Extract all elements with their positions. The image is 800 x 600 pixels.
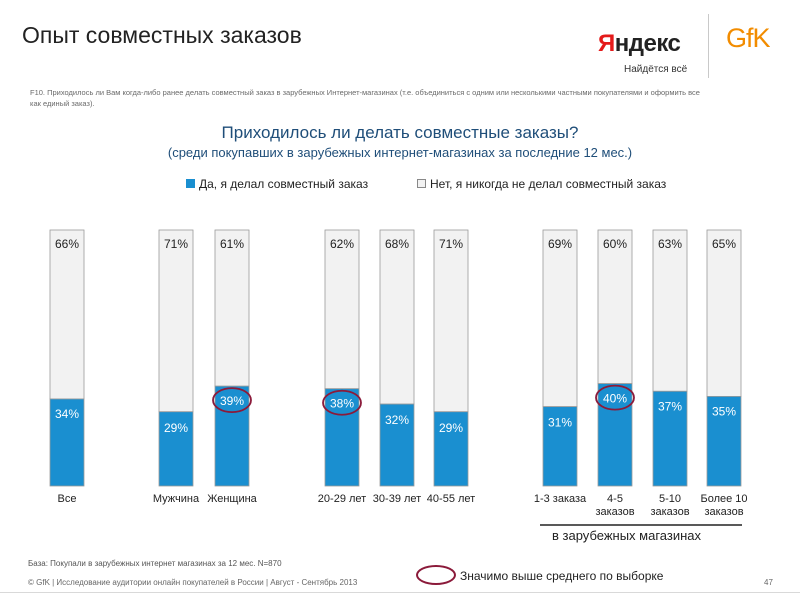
- data-label-no: 61%: [219, 237, 245, 251]
- bar-no: [50, 230, 84, 399]
- bar-no: [598, 230, 632, 384]
- significance-legend-text: Значимо выше среднего по выборке: [460, 569, 664, 583]
- data-label-no: 65%: [711, 237, 737, 251]
- data-label-yes: 35%: [711, 404, 737, 419]
- category-label: 30-39 лет: [372, 493, 422, 505]
- bar-no: [707, 230, 741, 396]
- question-note: F10. Приходилось ли Вам когда-либо ранее делать совместный заказ в зарубежных Интернет-магазинах (т.е. объединиться с одним или несколькими частными покупателями и оформить все как единый заказ).: [30, 88, 700, 108]
- footer-text: © GfK | Исследование аудитории онлайн покупателей в России | Август - Сентябрь 2013: [28, 578, 358, 587]
- data-label-yes: 32%: [384, 413, 410, 428]
- svg-text:GfK: GfK: [726, 23, 770, 53]
- data-label-yes: 31%: [547, 415, 573, 430]
- data-label-no: 62%: [329, 237, 355, 251]
- category-label: заказов: [650, 506, 690, 518]
- category-label: Все: [57, 493, 77, 505]
- data-label-no: 69%: [547, 237, 573, 251]
- data-label-yes: 37%: [657, 399, 683, 414]
- data-label-no: 60%: [602, 237, 628, 251]
- category-label: 4-5: [607, 493, 623, 505]
- page-number: 47: [764, 578, 773, 587]
- category-label: заказов: [595, 506, 635, 518]
- bar-no: [380, 230, 414, 404]
- data-label-yes: 40%: [602, 391, 628, 406]
- category-label: 20-29 лет: [317, 493, 367, 505]
- footer-divider: [0, 592, 800, 593]
- category-label: 1-3 заказа: [533, 493, 587, 505]
- data-label-yes: 38%: [329, 396, 355, 411]
- bar-no: [434, 230, 468, 412]
- base-note: База: Покупали в зарубежных интернет магазинах за 12 мес. N=870: [28, 559, 282, 568]
- data-label-yes: 34%: [54, 406, 80, 421]
- data-label-yes: 29%: [438, 420, 464, 435]
- group-caption: в зарубежных магазинах: [552, 528, 701, 543]
- category-label: заказов: [704, 506, 744, 518]
- bar-no: [543, 230, 577, 407]
- data-label-no: 71%: [438, 237, 464, 251]
- bar-no: [159, 230, 193, 412]
- category-label: Мужчина: [152, 493, 200, 505]
- significance-oval-icon: [416, 565, 456, 585]
- category-label: Более 10: [700, 493, 748, 505]
- data-label-no: 68%: [384, 237, 410, 251]
- legend-label-yes: Да, я делал совместный заказ: [199, 177, 369, 191]
- chart-title: Приходилось ли делать совместные заказы?: [221, 123, 579, 142]
- data-label-yes: 29%: [163, 420, 189, 435]
- bar-no: [653, 230, 687, 391]
- yandex-slogan: Найдётся всё: [624, 64, 688, 75]
- category-label: 5-10: [658, 493, 682, 505]
- data-label-no: 63%: [657, 237, 683, 251]
- category-label: Женщина: [207, 493, 257, 505]
- bar-no: [325, 230, 359, 389]
- bar-no: [215, 230, 249, 386]
- legend-label-no: Нет, я никогда не делал совместный заказ: [430, 177, 667, 191]
- data-label-no: 71%: [163, 237, 189, 251]
- chart-subtitle: (среди покупавших в зарубежных интернет-магазинах за последние 12 мес.): [167, 145, 633, 160]
- data-label-yes: 39%: [219, 394, 245, 409]
- yandex-logo-first-letter: Я: [598, 30, 615, 57]
- page-title: Опыт совместных заказов: [22, 22, 302, 48]
- category-label: 40-55 лет: [426, 493, 476, 505]
- yandex-logo-rest: ндекс: [614, 30, 681, 57]
- data-label-no: 66%: [54, 237, 80, 251]
